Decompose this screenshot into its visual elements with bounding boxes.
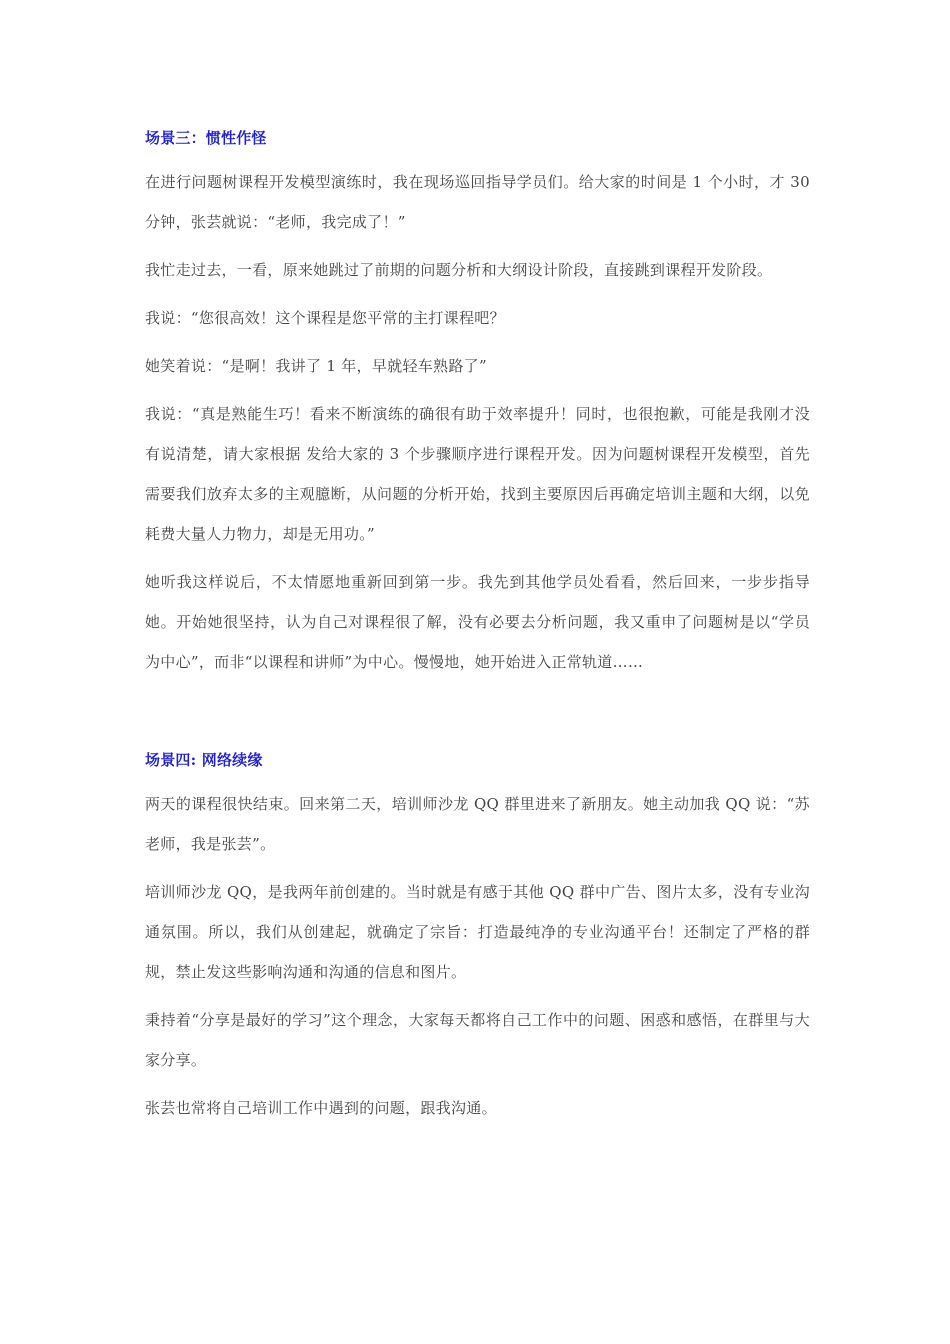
paragraph: 在进行问题树课程开发模型演练时，我在现场巡回指导学员们。给大家的时间是 1 个小时，才 30 分钟，张芸就说：“老师，我完成了！” bbox=[145, 173, 810, 231]
paragraph: 我忙走过去，一看，原来她跳过了前期的问题分析和大纲设计阶段，直接跳到课程开发阶段。 bbox=[145, 261, 773, 279]
section-scene-four bbox=[145, 740, 810, 1128]
section-title: 场景四: 网络续缘 bbox=[145, 751, 263, 769]
paragraph: 两天的课程很快结束。回来第二天，培训师沙龙 QQ 群里进来了新朋友。她主动加我 QQ 说：“苏老师，我是张芸”。 bbox=[145, 795, 810, 853]
document-body bbox=[145, 118, 810, 1136]
section-title: 场景三：惯性作怪 bbox=[145, 129, 267, 147]
paragraph: 她笑着说：“是啊！我讲了 1 年，早就轻车熟路了” bbox=[145, 357, 487, 375]
paragraph: 培训师沙龙 QQ，是我两年前创建的。当时就是有感于其他 QQ 群中广告、图片太多，没有专业沟通氛围。所以，我们从创建起，就确定了宗旨：打造最纯净的专业沟通平台！还制定了严格的群规，禁止发这些影响沟通和沟通的信息和图片。 bbox=[145, 883, 810, 981]
paragraph: 她听我这样说后，不太情愿地重新回到第一步。我先到其他学员处看看，然后回来，一步步指导她。开始她很坚持，认为自己对课程很了解，没有必要去分析问题，我又重申了问题树是以“学员为中心”，而非“以课程和讲师”为中心。慢慢地，她开始进入正常轨道…… bbox=[145, 573, 810, 671]
paragraph: 我说：“真是熟能生巧！看来不断演练的确很有助于效率提升！同时，也很抱歉，可能是我刚才没有说清楚，请大家根据 发给大家的 3 个步骤顺序进行课程开发。因为问题树课程开发模型，首先需要我们放弃太多的主观臆断，从问题的分析开始，找到主要原因后再确定培训主题和大纲，以免耗费大量人力物力，却是无用功。” bbox=[145, 405, 810, 543]
paragraph: 秉持着“分享是最好的学习”这个理念，大家每天都将自己工作中的问题、困惑和感悟，在群里与大家分享。 bbox=[145, 1011, 810, 1069]
section-spacer bbox=[145, 690, 810, 740]
section-scene-three bbox=[145, 118, 810, 682]
paragraph: 张芸也常将自己培训工作中遇到的问题，跟我沟通。 bbox=[145, 1099, 497, 1117]
paragraph: 我说：“您很高效！这个课程是您平常的主打课程吧？ bbox=[145, 309, 505, 327]
